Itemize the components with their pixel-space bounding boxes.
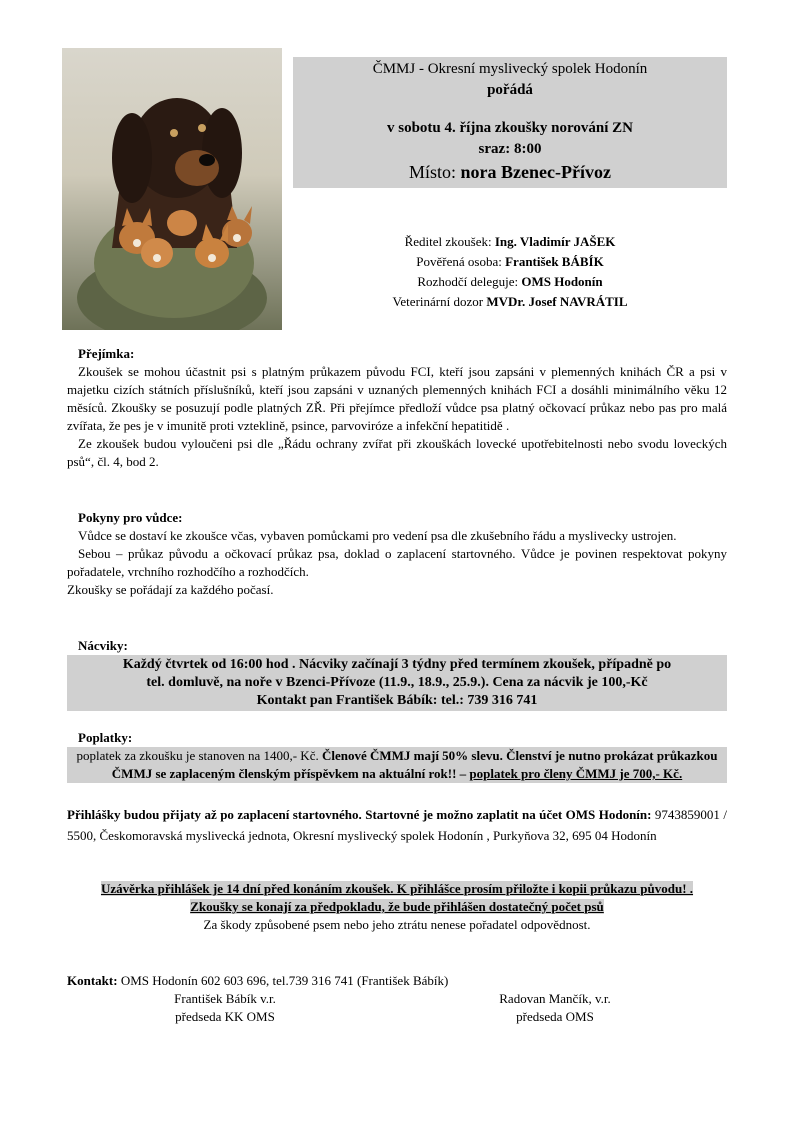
signature-left — [140, 990, 310, 1026]
nacviky-line-2: tel. domluvě, na noře v Bzenci-Přívoze (11.9., 18.9., 25.9.). Cena za nácvik je 100,-Kč — [146, 675, 648, 690]
official-judges: Rozhodčí deleguje: OMS Hodonín — [417, 274, 603, 289]
meeting-time-line: sraz: 8:00 — [478, 141, 542, 157]
pokyny-paragraph-2: Sebou – průkaz původu a očkovací průkaz psa, doklad o zaplacení startovného. Vůdce je povinen respektovat pokyny pořadatele, vrchního rozhodčího a rozhodčích. — [67, 546, 727, 579]
section-poplatky — [67, 729, 727, 783]
poplatky-box — [67, 747, 727, 783]
official-authorized: Pověřená osoba: František BÁBÍK — [416, 254, 604, 269]
signature-right-role: předseda OMS — [516, 1009, 594, 1024]
signature-right — [470, 990, 640, 1026]
section-prihlasky — [67, 804, 727, 846]
prejimka-heading: Přejímka: — [78, 346, 135, 361]
event-date-line: v sobotu 4. října zkoušky norování ZN — [386, 120, 634, 136]
organizes-line: pořádá — [487, 82, 533, 98]
kontakt-value: OMS Hodonín 602 603 696, tel.739 316 741 (František Bábík) — [117, 973, 449, 988]
signature-left-name: František Bábík v.r. — [174, 991, 276, 1006]
officials-list — [293, 232, 727, 312]
prejimka-paragraph-2: Ze zkoušek budou vyloučeni psi dle „Řádu ochrany zvířat při zkouškách lovecké upotřebitelnosti nebo svodu loveckých psů“, čl. 4, bod 2. — [67, 436, 727, 469]
event-header-box — [293, 57, 727, 188]
poplatky-normal-text: poplatek za zkoušku je stanoven na 1400,- Kč. — [76, 748, 322, 763]
prihlasky-bold-text: Přihlášky budou přijaty až po zaplacení startovného. Startovné je možno zaplatit na účet OMS Hodonín: — [67, 807, 652, 822]
uzaverka-line-2: Zkoušky se konají za předpokladu, že bude přihlášen dostatečný počet psů — [190, 899, 604, 914]
organizer-line: ČMMJ - Okresní myslivecký spolek Hodonín — [372, 61, 648, 77]
section-nacviky — [67, 637, 727, 711]
pokyny-heading: Pokyny pro vůdce: — [78, 510, 183, 525]
prihlasky-account-text: 9743859001 / 5500, Českomoravská myslivecká jednota, Okresní myslivecký spolek Hodonín , Purkyňova 32, 695 04 Hodonín — [67, 807, 727, 843]
prejimka-paragraph-1: Zkoušek se mohou účastnit psi s platným průkazem původu FCI, kteří jsou zapsáni v plemenných knihách ČR a psi v majetku cizích státních příslušníků, kteří jsou zapsáni v uznaných plemenných knihách FCI a dosáhli minimálního věku 12 měsíců. Zkoušky se posuzují podle platných ZŘ. Při přejímce předloží vůdce psa platný očkovací průkaz nebo pas pro malá zvířata, že pes je v imunitě proti vzteklině, psince, parvoviróze a infekční hepatitidě . — [67, 364, 727, 433]
pokyny-paragraph-1: Vůdce se dostaví ke zkoušce včas, vybaven pomůckami pro vedení psa dle zkušebního řádu a myslivecky ustrojen. — [78, 528, 677, 543]
uzaverka-line-3: Za škody způsobené psem nebo jeho ztrátu nenese pořadatel odpovědnost. — [203, 917, 591, 932]
poplatky-member-fee: poplatek pro členy ČMMJ je 700,- Kč. — [469, 766, 683, 781]
place-label: Místo: — [409, 162, 461, 182]
official-director: Ředitel zkoušek: Ing. Vladimír JAŠEK — [404, 234, 616, 249]
nacviky-line-3: Kontakt pan František Bábík: tel.: 739 316 741 — [256, 693, 538, 708]
section-kontakt — [67, 972, 727, 990]
nacviky-box — [67, 655, 727, 711]
pokyny-paragraph-3: Zkoušky se pořádají za každého počasí. — [67, 582, 274, 597]
place-line — [293, 160, 727, 184]
section-prejimka — [67, 345, 727, 471]
kontakt-label: Kontakt: — [67, 973, 118, 988]
signature-left-role: předseda KK OMS — [175, 1009, 275, 1024]
section-pokyny — [67, 509, 727, 599]
section-uzaverka — [67, 880, 727, 934]
dog-with-fox-cubs-painting — [62, 48, 282, 330]
nacviky-line-1: Každý čtvrtek od 16:00 hod . Nácviky začínají 3 týdny před termínem zkoušek, případně po — [122, 657, 672, 672]
official-vet: Veterinární dozor MVDr. Josef NAVRÁTIL — [392, 294, 628, 309]
nacviky-heading: Nácviky: — [78, 638, 128, 653]
poplatky-bold-text: Členové ČMMJ mají 50% slevu. Členství je nutno prokázat průkazkou ČMMJ se zaplaceným členským příspěvkem na aktuální rok!! – — [111, 748, 718, 781]
place-value: nora Bzenec-Přívoz — [460, 162, 611, 182]
poplatky-heading: Poplatky: — [78, 730, 133, 745]
uzaverka-line-1: Uzávěrka přihlášek je 14 dní před konáním zkoušek. K přihlášce prosím přiložte i kopii průkazu původu! . — [100, 881, 694, 896]
signature-right-name: Radovan Mančík, v.r. — [499, 991, 611, 1006]
